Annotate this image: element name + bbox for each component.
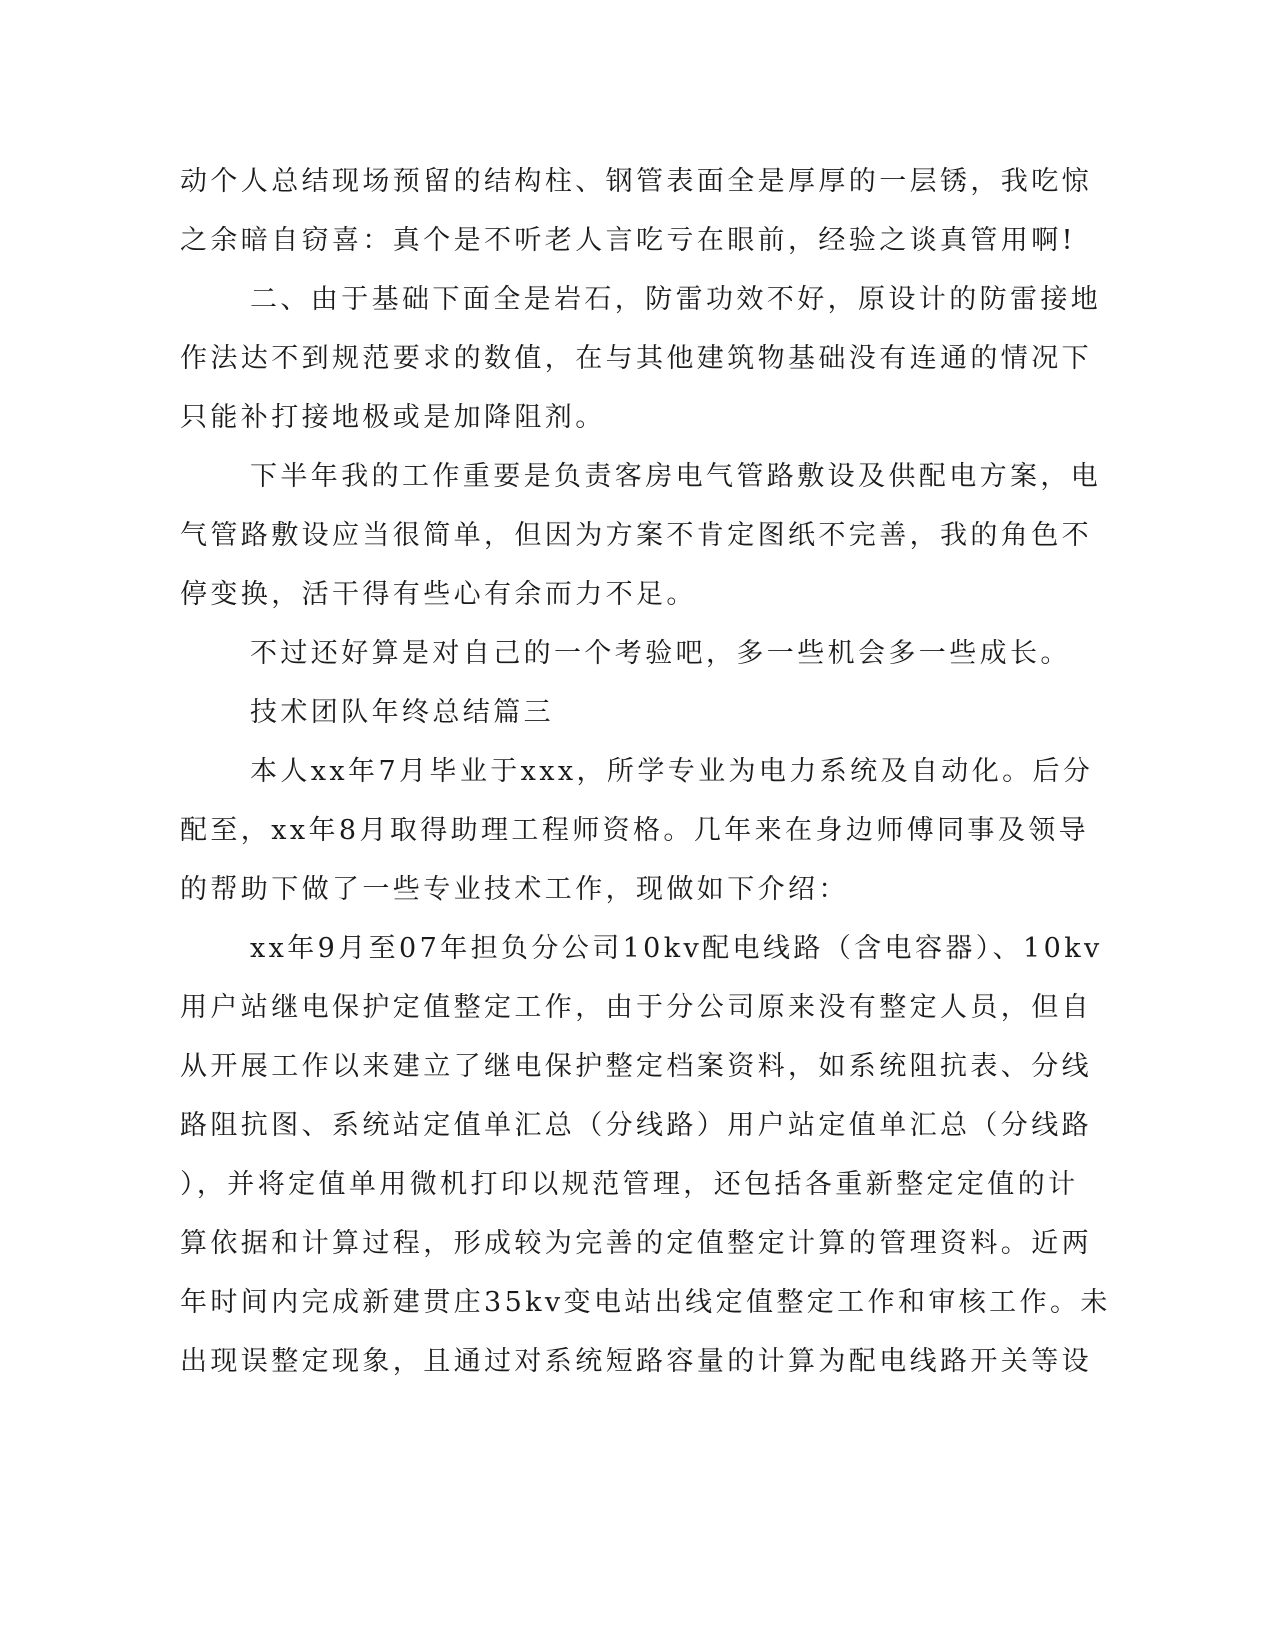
text-line: 二、由于基础下面全是岩石，防雷功效不好，原设计的防雷接地 [250,284,1102,315]
text-line: 下半年我的工作重要是负责客房电气管路敷设及供配电方案，电 [250,461,1102,492]
text-line: 配至，xx年8月取得助理工程师资格。几年来在身边师傅同事及领导 [180,815,1090,846]
text-line: 从开展工作以来建立了继电保护整定档案资料，如系统阻抗表、分线 [180,1051,1092,1082]
section-heading: 技术团队年终总结篇三 [250,697,554,728]
text-line: 不过还好算是对自己的一个考验吧，多一些机会多一些成长。 [250,638,1071,669]
text-line: 动个人总结现场预留的结构柱、钢管表面全是厚厚的一层锈，我吃惊 [180,166,1092,197]
text-line: 作法达不到规范要求的数值，在与其他建筑物基础没有连通的情况下 [180,343,1092,374]
text-line: 的帮助下做了一些专业技术工作，现做如下介绍： [180,874,849,905]
text-line: 用户站继电保护定值整定工作，由于分公司原来没有整定人员，但自 [180,992,1092,1023]
text-line: 只能补打接地极或是加降阻剂。 [180,402,606,433]
text-line: 年时间内完成新建贯庄35kv变电站出线定值整定工作和审核工作。未 [180,1287,1111,1318]
text-line: 气管路敷设应当很简单，但因为方案不肯定图纸不完善，我的角色不 [180,520,1092,551]
text-line: 出现误整定现象，且通过对系统短路容量的计算为配电线路开关等设 [180,1346,1092,1377]
document-body [180,152,1111,1391]
text-line: 算依据和计算过程，形成较为完善的定值整定计算的管理资料。近两 [180,1228,1092,1259]
text-line: 之余暗自窃喜：真个是不听老人言吃亏在眼前，经验之谈真管用啊! [180,225,1076,256]
text-line: xx年9月至07年担负分公司10kv配电线路（含电容器）、10kv [250,933,1103,964]
text-line: ），并将定值单用微机打印以规范管理，还包括各重新整定定值的计 [180,1169,1079,1200]
text-line: 路阻抗图、系统站定值单汇总（分线路）用户站定值单汇总（分线路 [180,1110,1092,1141]
text-line: 本人xx年7月毕业于xxx，所学专业为电力系统及自动化。后分 [250,756,1094,787]
text-line: 停变换，活干得有些心有余而力不足。 [180,579,697,610]
